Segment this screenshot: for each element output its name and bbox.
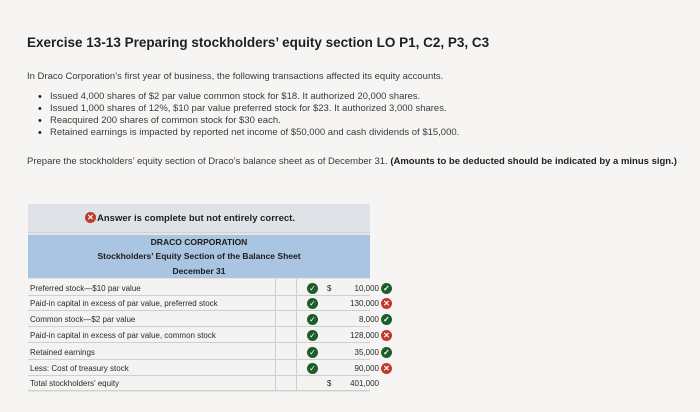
check-icon: ✓ xyxy=(307,330,318,341)
list-item: • Reacquired 200 shares of common stock for $30 each. xyxy=(38,115,459,127)
check-icon: ✓ xyxy=(307,347,318,358)
check-icon: ✓ xyxy=(381,314,392,325)
row-label: Paid-in capital in excess of par value, preferred stock xyxy=(30,299,218,308)
check-icon: ✓ xyxy=(307,314,318,325)
row-label: Retained earnings xyxy=(30,348,95,357)
row-label: Common stock—$2 par value xyxy=(30,315,136,324)
answer-status-text: Answer is complete but not entirely correct. xyxy=(97,213,295,224)
statement-title: Stockholders’ Equity Section of the Balance Sheet xyxy=(28,249,370,264)
instructions-text: Prepare the stockholders’ equity section of Draco’s balance sheet as of December 31. xyxy=(27,156,388,167)
transaction-list xyxy=(38,91,459,139)
currency-symbol: $ xyxy=(327,379,332,388)
table-row xyxy=(28,330,390,343)
instructions-note: (Amounts to be deducted should be indicated by a minus sign.) xyxy=(390,156,677,167)
check-icon: ✓ xyxy=(307,283,318,294)
table-row xyxy=(28,283,390,296)
statement-date: December 31 xyxy=(28,264,370,278)
intro-text: In Draco Corporation’s first year of business, the following transactions affected its equity accounts. xyxy=(27,71,444,82)
check-icon: ✓ xyxy=(381,347,392,358)
table-row xyxy=(28,314,390,327)
list-item: • Retained earnings is impacted by reported net income of $50,000 and cash dividends of $15,000. xyxy=(38,127,459,139)
incorrect-icon: ✕ xyxy=(85,212,96,223)
amount-field[interactable]: 8,000 xyxy=(358,315,379,324)
table-row-total xyxy=(28,378,379,391)
row-label: Total stockholders’ equity xyxy=(30,379,120,388)
incorrect-icon: ✕ xyxy=(381,363,392,374)
table-row xyxy=(28,347,390,360)
amount-field[interactable]: 35,000 xyxy=(354,348,379,357)
table-row xyxy=(28,298,390,311)
row-label: Preferred stock—$10 par value xyxy=(30,284,141,293)
check-icon: ✓ xyxy=(381,283,392,294)
row-label: Less: Cost of treasury stock xyxy=(30,364,129,373)
list-item: • Issued 1,000 shares of 12%, $10 par value preferred stock for $23. It authorized 3,000 shares. xyxy=(38,103,459,115)
incorrect-icon: ✕ xyxy=(381,298,392,309)
currency-symbol: $ xyxy=(327,284,332,293)
check-icon: ✓ xyxy=(307,363,318,374)
amount-field[interactable]: 128,000 xyxy=(350,331,379,340)
amount-total: 401,000 xyxy=(350,379,379,388)
exercise-title: Exercise 13-13 Preparing stockholders’ equity section LO P1, C2, P3, C3 xyxy=(27,35,490,50)
table-row xyxy=(28,363,390,376)
instructions xyxy=(27,156,677,168)
amount-field[interactable]: 130,000 xyxy=(350,299,379,308)
company-name: DRACO CORPORATION xyxy=(28,235,370,249)
check-icon: ✓ xyxy=(307,298,318,309)
incorrect-icon: ✕ xyxy=(381,330,392,341)
list-item: • Issued 4,000 shares of $2 par value common stock for $18. It authorized 20,000 shares. xyxy=(38,91,459,103)
amount-field[interactable]: 10,000 xyxy=(354,284,379,293)
row-label: Paid-in capital in excess of par value, common stock xyxy=(30,331,216,340)
amount-field[interactable]: 90,000 xyxy=(354,364,379,373)
